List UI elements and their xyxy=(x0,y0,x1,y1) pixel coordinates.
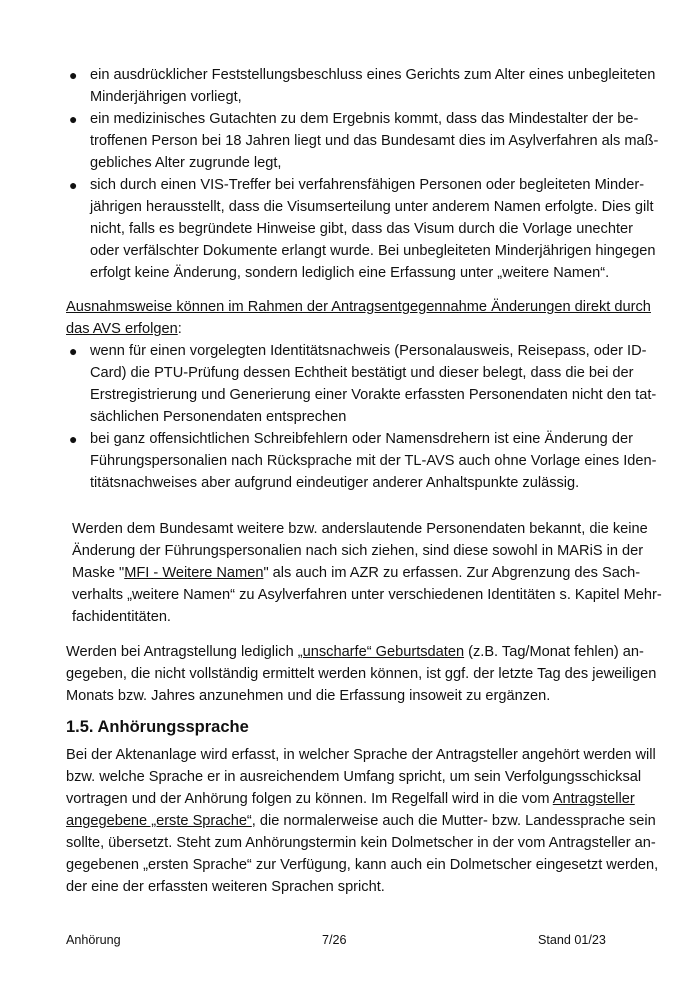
list-item-text: jährigen herausstellt, dass die Visumserteilung unter anderem Namen erfolgte. Dies gilt xyxy=(90,199,654,215)
list-item-text: oder verfälschter Dokumente erlangt wurde. Bei unbegleiteten Minderjährigen hingegen xyxy=(90,243,656,259)
paragraph-line xyxy=(66,788,633,810)
paragraph-line: gegebenen „ersten Sprache“ zur Verfügung, kann auch ein Dolmetscher eingesetzt werden, xyxy=(66,857,659,873)
bullet-marker: ● xyxy=(69,431,78,447)
footer-right: Stand 01/23 xyxy=(538,933,606,947)
list-item-text: sächlichen Personendaten entsprechen xyxy=(90,409,347,425)
paragraph-line: Änderung der Führungspersonalien nach sich ziehen, sind diese sowohl in MARiS in der xyxy=(72,543,644,559)
paragraph-line: der eine der erfassten weiteren Sprachen spricht. xyxy=(66,879,385,895)
list-item-text: Führungspersonalien nach Rücksprache mit der TL-AVS auch ohne Vorlage eines Iden- xyxy=(90,453,657,469)
section-heading xyxy=(66,716,249,738)
list-item-text: ein medizinisches Gutachten zu dem Ergebnis kommt, dass das Mindestalter der be- xyxy=(90,111,639,127)
paragraph-line: Monats bzw. Jahres anzunehmen und die Erfassung insoweit zu ergänzen. xyxy=(66,688,551,704)
bullet-marker: ● xyxy=(69,177,78,193)
list-item-text: ein ausdrücklicher Feststellungsbeschluss eines Gerichts zum Alter eines unbegleiteten xyxy=(90,67,656,83)
list-item-text: wenn für einen vorgelegten Identitätsnachweis (Personalausweis, Reisepass, oder ID- xyxy=(90,343,647,359)
exception-heading: Ausnahmsweise können im Rahmen der Antragsentgegennahme Änderungen direkt durch xyxy=(66,299,651,315)
text-span: , die normalerweise auch die Mutter- bzw. Landessprache sein xyxy=(251,813,656,829)
text-span: " als auch im AZR zu erfassen. Zur Abgrenzung des Sach- xyxy=(263,565,641,581)
text-span: vortragen und der Anhörung folgen zu können. Im Regelfall wird in die vom xyxy=(66,791,553,807)
footer-left: Anhörung xyxy=(66,933,121,947)
paragraph-line: gegeben, die nicht vollständig ermittelt werden können, ist ggf. der letzte Tag des jeweiligen xyxy=(66,666,657,682)
list-item-text: Minderjährigen vorliegt, xyxy=(90,89,242,105)
bullet-marker: ● xyxy=(69,67,78,83)
text-span: Werden bei Antragstellung lediglich xyxy=(66,644,298,660)
section-title: Anhörungssprache xyxy=(97,718,249,736)
paragraph-line: bzw. welche Sprache er in ausreichendem Umfang spricht, um sein Verfolgungsschicksal xyxy=(66,769,642,785)
mfi-weitere-namen-link[interactable]: MFI - Weitere Namen xyxy=(124,565,264,581)
paragraph-line: sollte, übersetzt. Steht zum Anhörungstermin kein Dolmetscher in der vom Antragsteller an- xyxy=(66,835,656,851)
paragraph-line: Werden dem Bundesamt weitere bzw. anderslautende Personendaten bekannt, die keine xyxy=(72,521,648,537)
unscharfe-geburtsdaten-link[interactable]: „unscharfe“ Geburtsdaten xyxy=(297,644,465,660)
bullet-marker: ● xyxy=(69,343,78,359)
paragraph-line: Bei der Aktenanlage wird erfasst, in welcher Sprache der Antragsteller angehört werden will xyxy=(66,747,656,763)
list-item-text: Card) die PTU-Prüfung dessen Echtheit bestätigt und dieser belegt, dass die bei der xyxy=(90,365,634,381)
paragraph-line xyxy=(66,810,656,832)
paragraph-line: fachidentitäten. xyxy=(72,609,171,625)
paragraph-line xyxy=(66,641,644,663)
paragraph-line xyxy=(72,562,641,584)
list-item-text: sich durch einen VIS-Treffer bei verfahrensfähigen Personen oder begleiteten Minder- xyxy=(90,177,645,193)
text-span: Maske " xyxy=(72,565,125,581)
paragraph-line: verhalts „weitere Namen“ zu Asylverfahren unter verschiedenen Identitäten s. Kapitel Mehr- xyxy=(72,587,662,603)
list-item-text: titätsnachweises aber aufgrund eindeutiger anderer Anhaltspunkte zulässig. xyxy=(90,475,580,491)
exception-heading-underlined: das AVS erfolgen xyxy=(66,321,178,337)
list-item-text: erfolgt keine Änderung, sondern lediglich eine Erfassung unter „weitere Namen“. xyxy=(90,265,610,281)
list-item-text: gebliches Alter zugrunde legt, xyxy=(90,155,282,171)
antragsteller-link[interactable]: Antragsteller xyxy=(552,791,635,807)
text-span: (z.B. Tag/Monat fehlen) an- xyxy=(464,644,644,660)
section-number: 1.5. xyxy=(66,718,94,736)
list-item-text: Erstregistrierung und Generierung einer Vorakte erfassten Personendaten nicht den tat- xyxy=(90,387,657,403)
list-item-text: nicht, falls es begründete Hinweise gibt, dass das Visum durch die Vorlage unechter xyxy=(90,221,633,237)
list-item-text: troffenen Person bei 18 Jahren liegt und das Bundesamt dies im Asylverfahren als maß- xyxy=(90,133,659,149)
bullet-marker: ● xyxy=(69,111,78,127)
exception-heading-colon: : xyxy=(177,321,182,337)
exception-heading-line2 xyxy=(66,318,182,340)
list-item-text: bei ganz offensichtlichen Schreibfehlern oder Namensdrehern ist eine Änderung der xyxy=(90,431,633,447)
footer-page-number: 7/26 xyxy=(322,933,347,947)
erste-sprache-link[interactable]: angegebene „erste Sprache“ xyxy=(66,813,252,829)
